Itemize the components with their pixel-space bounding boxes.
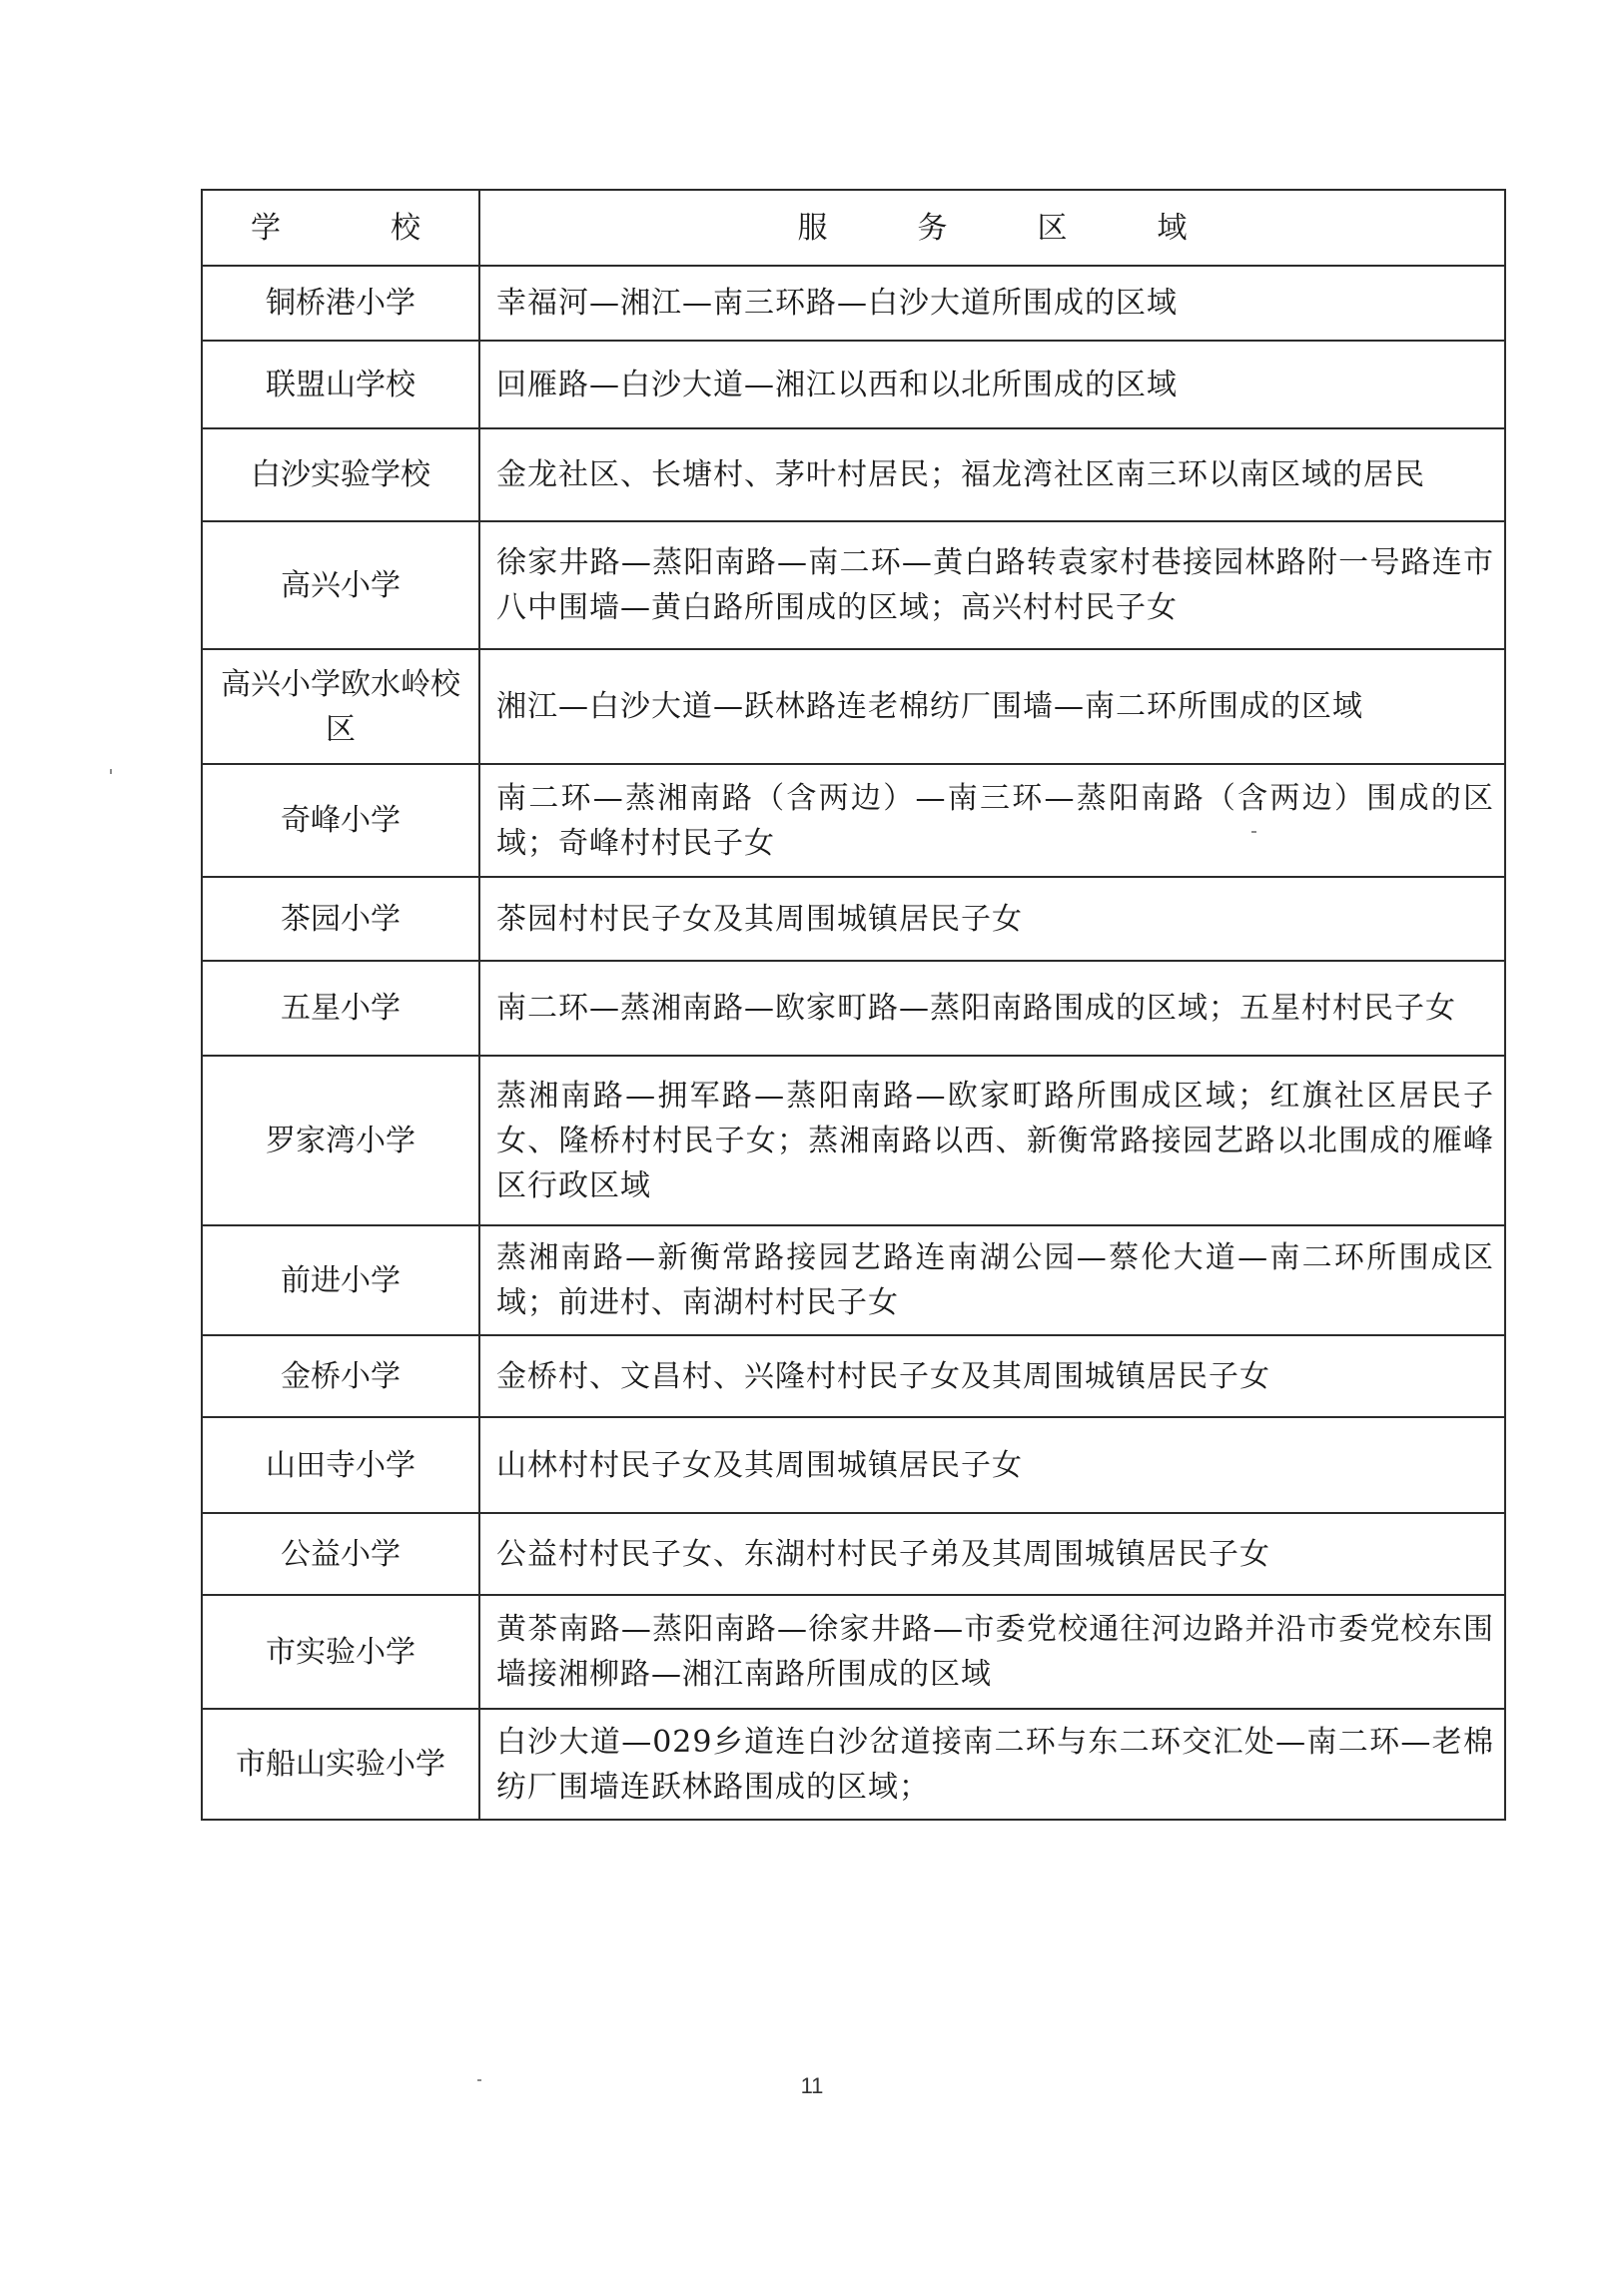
school-name: 联盟山学校: [202, 341, 479, 428]
school-name: 高兴小学: [202, 521, 479, 649]
service-area: 蒸湘南路—拥军路—蒸阳南路—欧家町路所围成区域；红旗社区居民子女、隆桥村村民子女；蒸湘南路以西、新衡常路接园艺路以北围成的雁峰区行政区域: [479, 1056, 1505, 1225]
table-row: [202, 1417, 1505, 1513]
school-name: 公益小学: [202, 1513, 479, 1595]
table-row: [202, 341, 1505, 428]
service-area: 回雁路—白沙大道—湘江以西和以北所围成的区域: [479, 341, 1505, 428]
service-area: 公益村村民子女、东湖村村民子弟及其周围城镇居民子女: [479, 1513, 1505, 1595]
header-service-area: 服 务 区 域: [479, 190, 1505, 266]
table-row: [202, 1709, 1505, 1820]
school-name: 前进小学: [202, 1225, 479, 1335]
table-row: [202, 649, 1505, 764]
school-name: 罗家湾小学: [202, 1056, 479, 1225]
school-name: 奇峰小学: [202, 764, 479, 877]
header-school: 学 校: [202, 190, 479, 266]
page-number: 11: [800, 2073, 824, 2098]
scan-speck: [110, 769, 112, 774]
table-row: [202, 266, 1505, 341]
table-row: [202, 521, 1505, 649]
school-name: 茶园小学: [202, 877, 479, 961]
service-area: 徐家井路—蒸阳南路—南二环—黄白路转袁家村巷接园林路附一号路连市八中围墙—黄白路所围成的区域；高兴村村民子女: [479, 521, 1505, 649]
table-row: [202, 428, 1505, 521]
school-name: 市船山实验小学: [202, 1709, 479, 1820]
table-row: [202, 877, 1505, 961]
school-name: 五星小学: [202, 961, 479, 1056]
service-area: 金桥村、文昌村、兴隆村村民子女及其周围城镇居民子女: [479, 1335, 1505, 1417]
table-row: [202, 764, 1505, 877]
school-name: 金桥小学: [202, 1335, 479, 1417]
service-area: 幸福河—湘江—南三环路—白沙大道所围成的区域: [479, 266, 1505, 341]
scan-speck: [1251, 831, 1256, 833]
service-area: 南二环—蒸湘南路—欧家町路—蒸阳南路围成的区域；五星村村民子女: [479, 961, 1505, 1056]
school-name: 山田寺小学: [202, 1417, 479, 1513]
service-area: 白沙大道—029乡道连白沙岔道接南二环与东二环交汇处—南二环—老棉纺厂围墙连跃林路围成的区域；: [479, 1709, 1505, 1820]
service-area: 山林村村民子女及其周围城镇居民子女: [479, 1417, 1505, 1513]
school-name: 白沙实验学校: [202, 428, 479, 521]
table-row: [202, 961, 1505, 1056]
table-row: [202, 1225, 1505, 1335]
school-service-area-table: [201, 189, 1506, 1821]
table-row: [202, 1056, 1505, 1225]
service-area: 金龙社区、长塘村、茅叶村居民；福龙湾社区南三环以南区域的居民: [479, 428, 1505, 521]
service-area: 黄茶南路—蒸阳南路—徐家井路—市委党校通往河边路并沿市委党校东围墙接湘柳路—湘江南路所围成的区域: [479, 1595, 1505, 1709]
table-row: [202, 1513, 1505, 1595]
service-area: 蒸湘南路—新衡常路接园艺路连南湖公园—蔡伦大道—南二环所围成区域；前进村、南湖村村民子女: [479, 1225, 1505, 1335]
school-name: 铜桥港小学: [202, 266, 479, 341]
school-name: 高兴小学欧水岭校区: [202, 649, 479, 764]
service-area: 南二环—蒸湘南路（含两边）—南三环—蒸阳南路（含两边）围成的区域；奇峰村村民子女: [479, 764, 1505, 877]
table-header-row: [202, 190, 1505, 266]
table-row: [202, 1335, 1505, 1417]
service-area: 湘江—白沙大道—跃林路连老棉纺厂围墙—南二环所围成的区域: [479, 649, 1505, 764]
table-row: [202, 1595, 1505, 1709]
service-area: 茶园村村民子女及其周围城镇居民子女: [479, 877, 1505, 961]
school-name: 市实验小学: [202, 1595, 479, 1709]
